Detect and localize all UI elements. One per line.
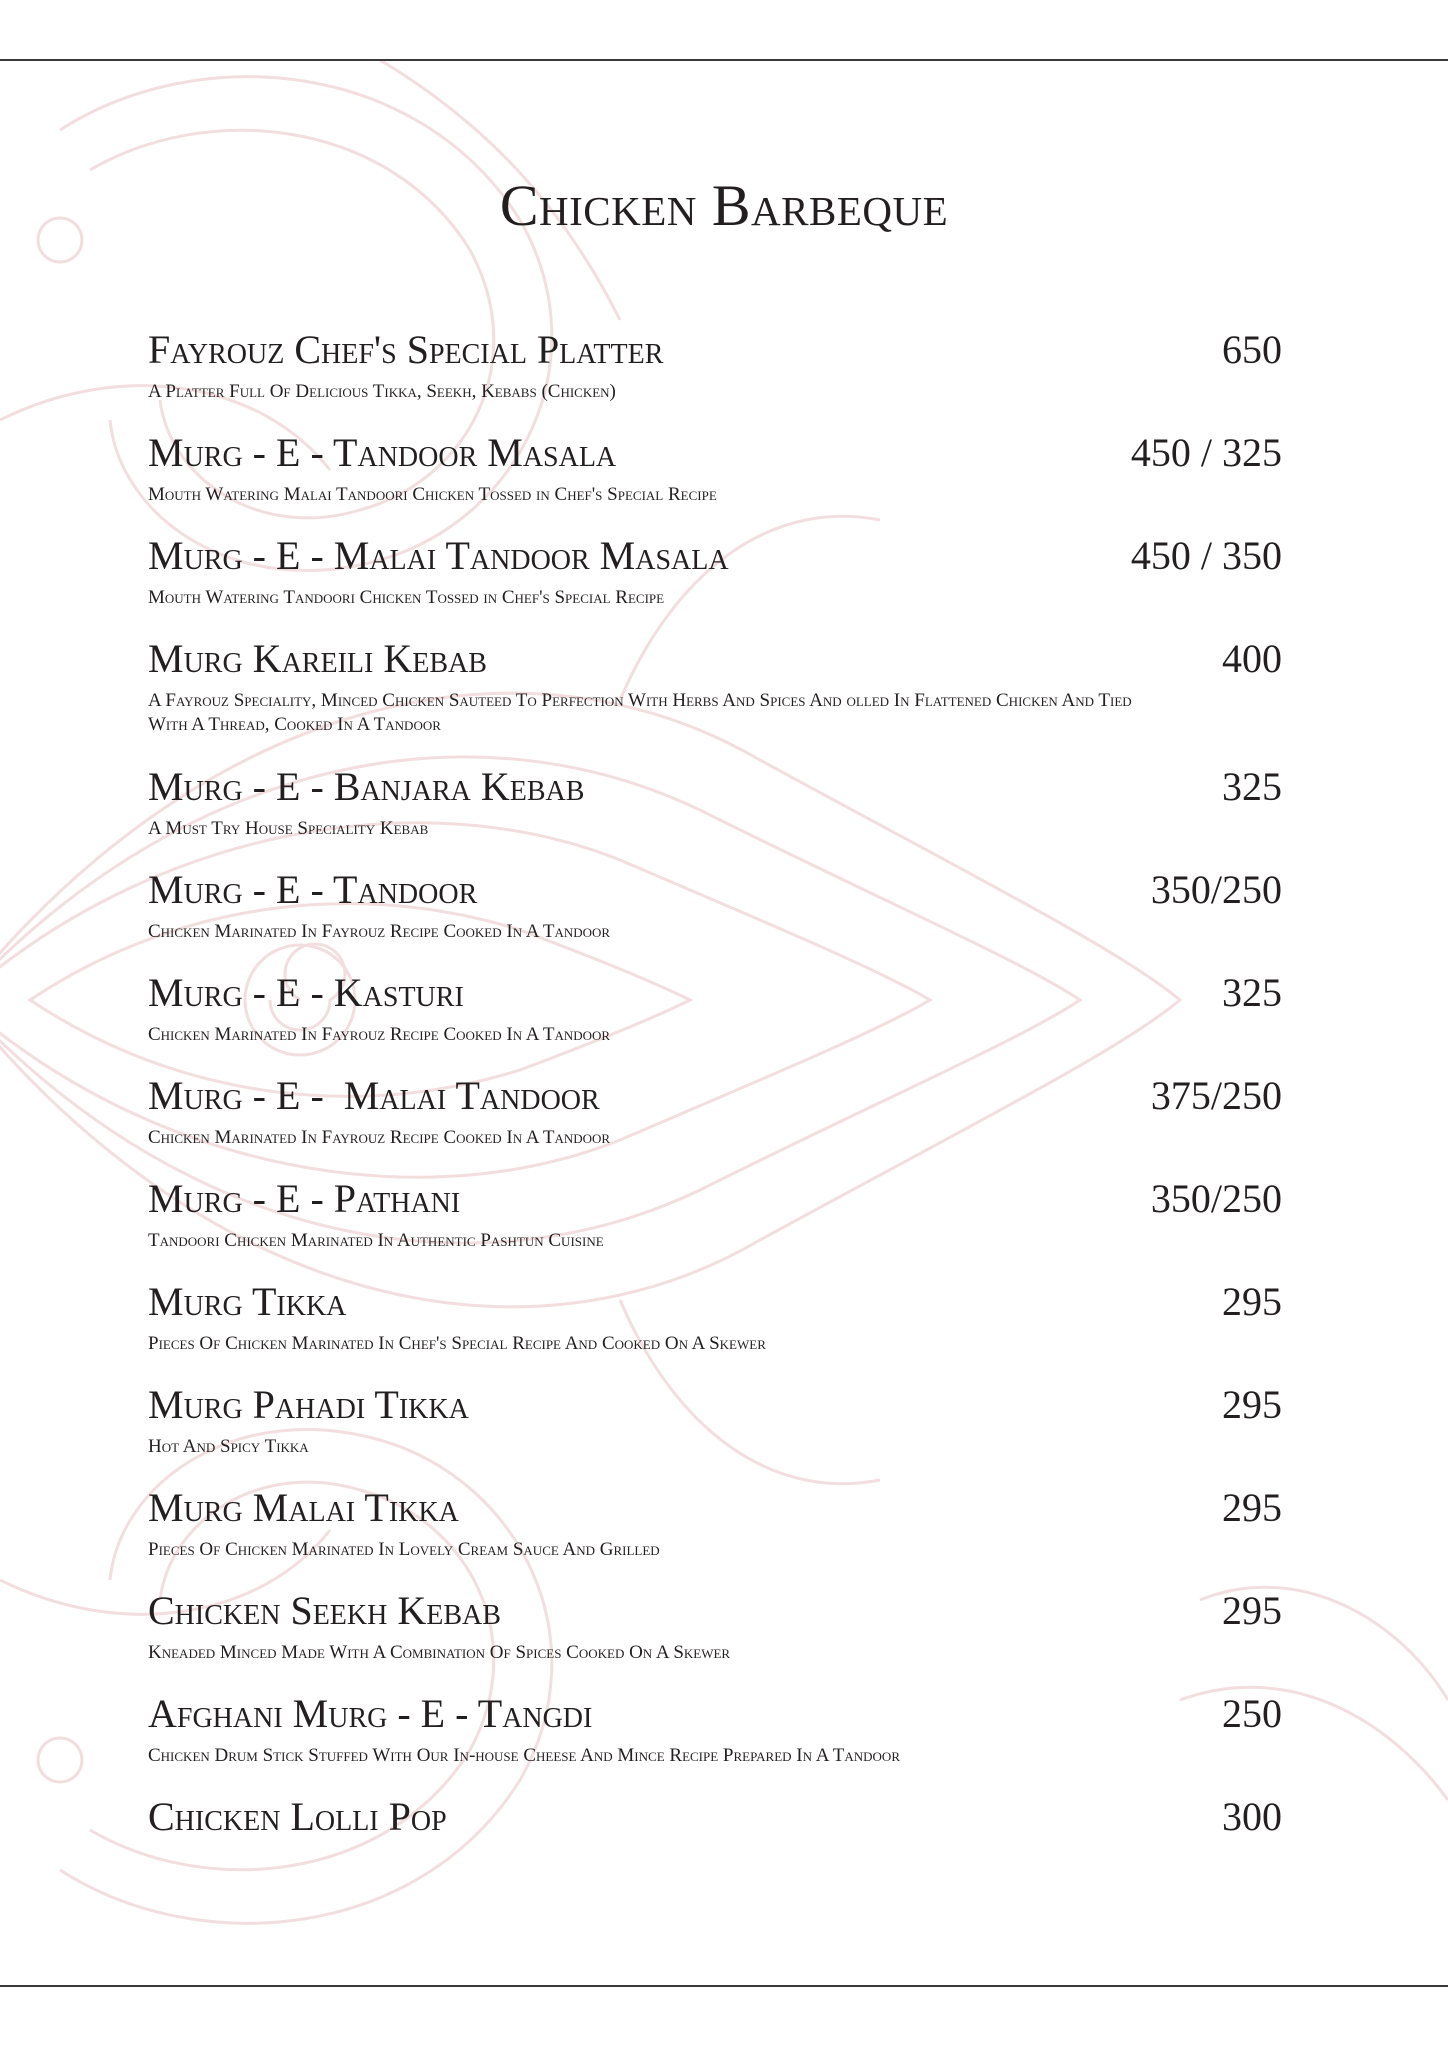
item-name: Murg - E - Malai Tandoor [148,1073,600,1118]
menu-list [148,323,1282,1893]
item-description: Tandoori Chicken Marinated In Authentic Pashtun Cuisine [148,1230,604,1251]
menu-item [148,1069,1282,1172]
item-name: Murg Kareili Kebab [148,636,487,681]
item-price: 295 [1222,1382,1282,1427]
menu-item [148,323,1282,426]
item-price: 650 [1222,327,1282,372]
item-price: 295 [1222,1485,1282,1530]
menu-item [148,863,1282,966]
menu-item [148,1172,1282,1275]
item-description: A Fayrouz Speciality, Minced Chicken Sauteed To Perfection With Herbs And Spices And olled In Flattened Chicken And Tied With A Thread, Cooked In A Tandoor [148,690,1132,735]
top-rule [0,59,1448,61]
menu-item [148,426,1282,529]
item-description: A Platter Full Of Delicious Tikka, Seekh, Kebabs (Chicken) [148,381,616,402]
menu-item [148,1790,1282,1893]
item-description: Chicken Marinated In Fayrouz Recipe Cooked In A Tandoor [148,1024,611,1045]
item-price: 350/250 [1150,867,1282,912]
item-name: Murg Tikka [148,1279,347,1324]
item-name: Murg - E - Malai Tandoor Masala [148,533,729,578]
item-name: Murg - E - Pathani [148,1176,461,1221]
menu-item [148,632,1282,760]
item-description: Chicken Marinated In Fayrouz Recipe Cooked In A Tandoor [148,921,611,942]
item-price: 300 [1222,1794,1282,1839]
item-description: Chicken Drum Stick Stuffed With Our In-house Cheese And Mince Recipe Prepared In A Tandoor [148,1745,900,1766]
item-price: 450 / 325 [1130,430,1282,475]
item-name: Chicken Lolli Pop [148,1794,447,1839]
item-price: 325 [1222,764,1282,809]
menu-item [148,1687,1282,1790]
menu-item [148,1584,1282,1687]
item-price: 250 [1222,1691,1282,1736]
item-price: 295 [1222,1279,1282,1324]
item-price: 450 / 350 [1130,533,1282,578]
item-name: Murg Malai Tikka [148,1485,459,1530]
item-price: 325 [1222,970,1282,1015]
item-name: Murg - E - Tandoor Masala [148,430,617,475]
item-name: Fayrouz Chef's Special Platter [148,327,664,372]
item-description: Pieces Of Chicken Marinated In Chef's Special Recipe And Cooked On A Skewer [148,1333,766,1354]
item-description: A Must Try House Speciality Kebab [148,818,429,839]
menu-item [148,1378,1282,1481]
item-price: 375/250 [1150,1073,1282,1118]
menu-item [148,1481,1282,1584]
item-price: 350/250 [1150,1176,1282,1221]
item-price: 400 [1222,636,1282,681]
menu-item [148,966,1282,1069]
item-name: Murg - E - Tandoor [148,867,478,912]
bottom-rule [0,1985,1448,1987]
item-name: Murg Pahadi Tikka [148,1382,469,1427]
item-description: Mouth Watering Tandoori Chicken Tossed in Chef's Special Recipe [148,587,665,608]
item-description: Kneaded Minced Made With A Combination Of Spices Cooked On A Skewer [148,1642,731,1663]
item-description: Hot And Spicy Tikka [148,1436,309,1457]
menu-item [148,529,1282,632]
page-title: Chicken Barbeque [499,173,949,238]
item-name: Murg - E - Kasturi [148,970,464,1015]
item-description: Chicken Marinated In Fayrouz Recipe Cooked In A Tandoor [148,1127,611,1148]
item-description: Mouth Watering Malai Tandoori Chicken Tossed in Chef's Special Recipe [148,484,717,505]
menu-item [148,1275,1282,1378]
item-description: Pieces Of Chicken Marinated In Lovely Cream Sauce And Grilled [148,1539,660,1560]
item-name: Afghani Murg - E - Tangdi [148,1691,593,1736]
item-price: 295 [1222,1588,1282,1633]
item-name: Chicken Seekh Kebab [148,1588,501,1633]
menu-item [148,760,1282,863]
item-name: Murg - E - Banjara Kebab [148,764,585,809]
